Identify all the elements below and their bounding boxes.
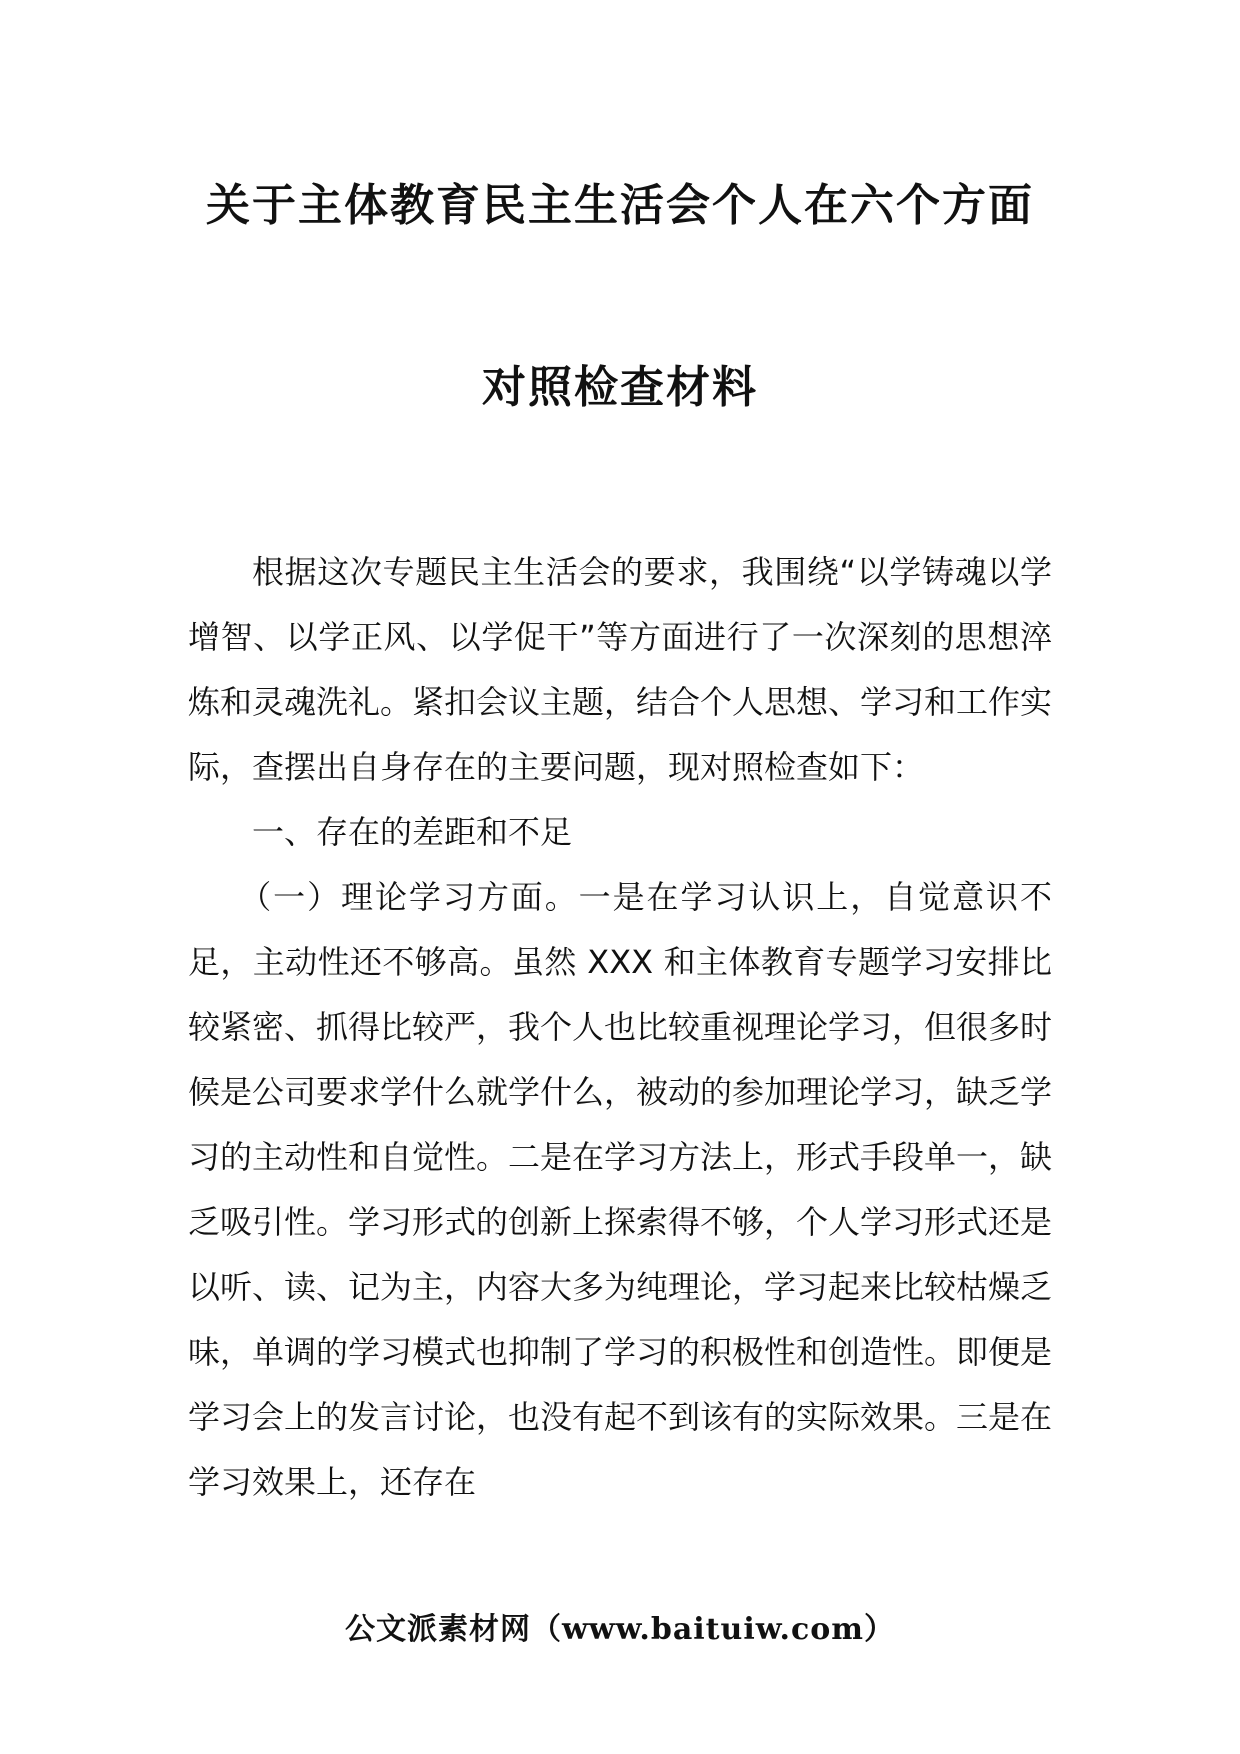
document-body <box>188 540 1052 1515</box>
section-heading: 一、存在的差距和不足 <box>252 813 573 851</box>
theory-study-paragraph: （一）理论学习方面。一是在学习认识上，自觉意识不足，主动性还不够高。虽然 XXX 和主体教育专题学习安排比较紧密、抓得比较严，我个人也比较重视理论学习，但很多时候是公司要求学什么就学什么，被动的参加理论学习，缺乏学习的主动性和自觉性。二是在学习方法上，形式手段单一，缺乏吸引性。学习形式的创新上探索得不够，个人学习形式还是以听、读、记为主，内容大多为纯理论，学习起来比较枯燥乏味，单调的学习模式也抑制了学习的积极性和创造性。即便是学习会上的发言讨论，也没有起不到该有的实际效果。三是在学习效果上，还存在 <box>188 878 1053 1501</box>
intro-paragraph: 根据这次专题民主生活会的要求，我围绕“以学铸魂以学增智、以学正风、以学促干”等方面进行了一次深刻的思想淬炼和灵魂洗礼。紧扣会议主题，结合个人思想、学习和工作实际，查摆出自身存在的主要问题，现对照检查如下： <box>188 553 1053 786</box>
document-title-line-1: 关于主体教育民主生活会个人在六个方面 <box>206 180 1034 231</box>
document-title-line-2: 对照检查材料 <box>482 362 758 413</box>
footer-watermark: 公文派素材网（www.baituiw.com） <box>344 1612 896 1647</box>
